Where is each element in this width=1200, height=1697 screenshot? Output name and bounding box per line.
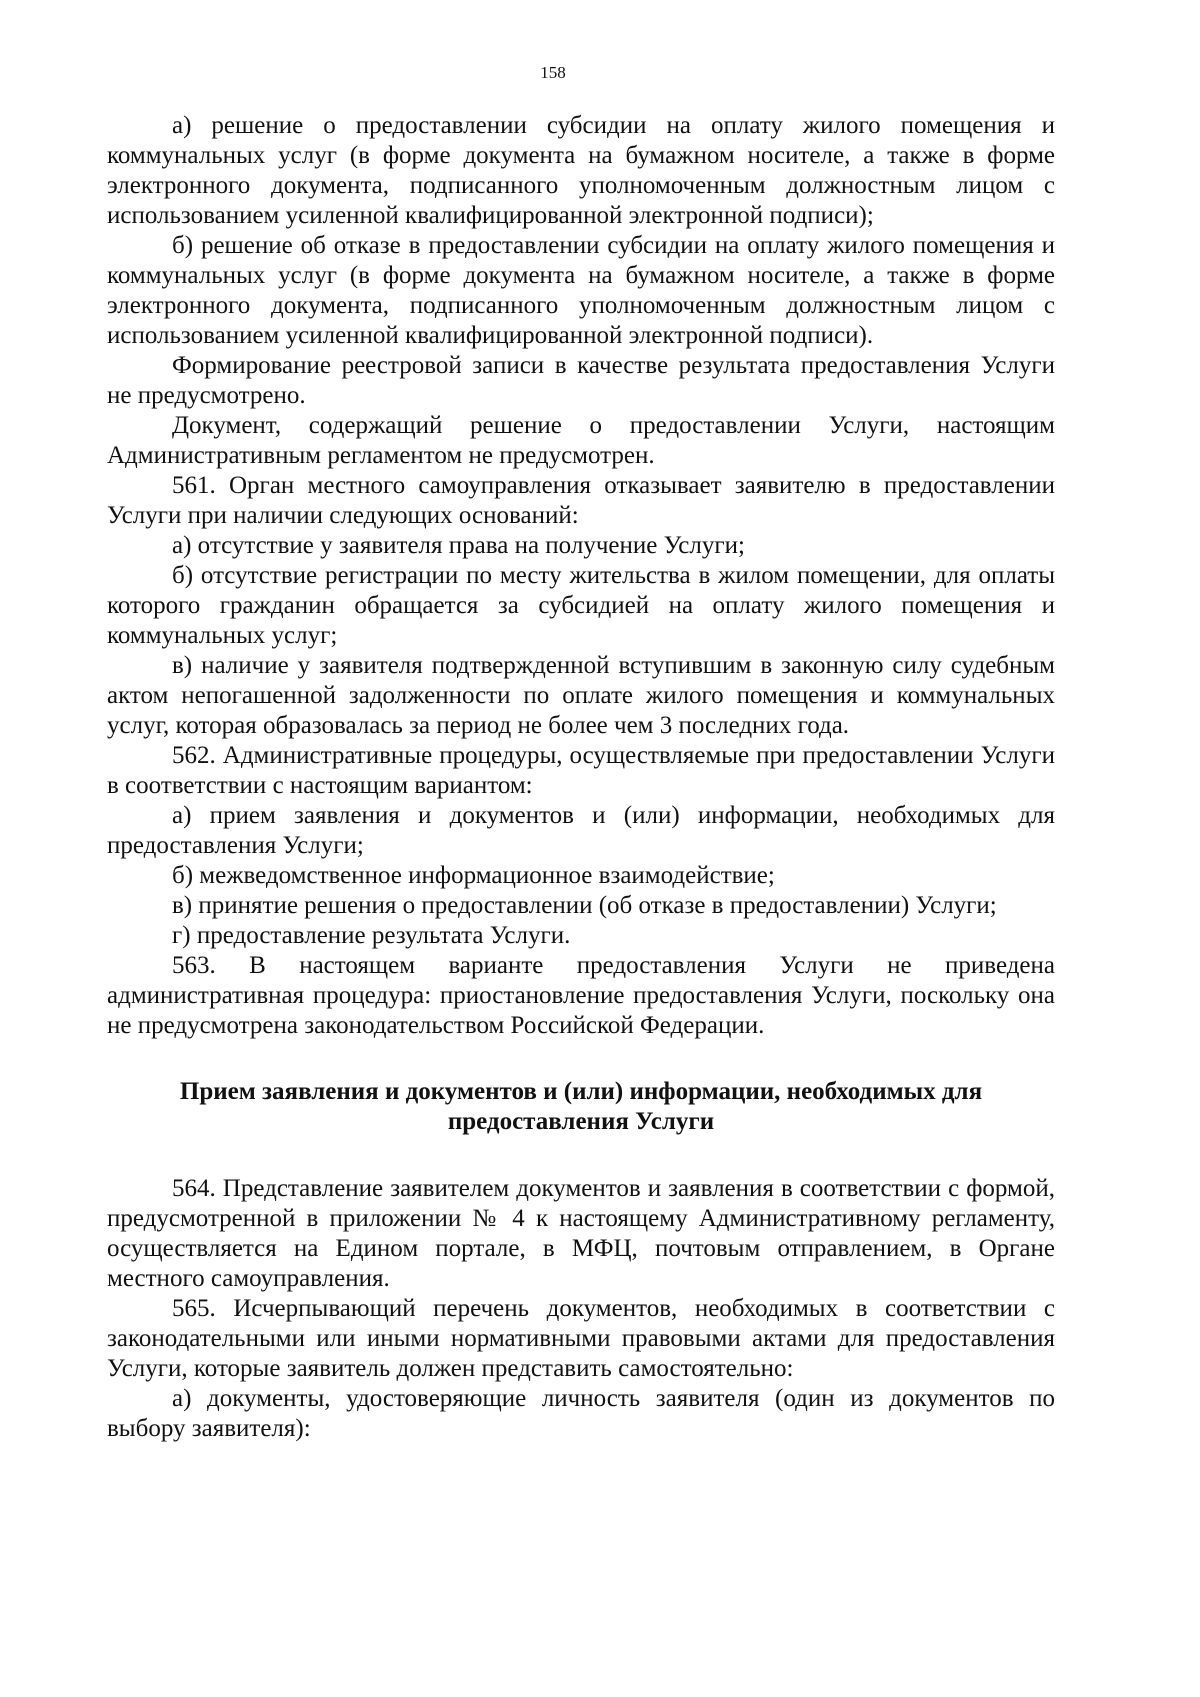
paragraph: а) решение о предоставлении субсидии на оплату жилого помещения и коммунальных услуг (в форме документа на бумажном носителе, а также в форме электронного документа, подписанного уполномоченным должностным лицом с использованием усиленной квалифицированной электронной подписи);	[107, 112, 1055, 229]
paragraph: 565. Исчерпывающий перечень документов, необходимых в соответствии с законодательными или иными нормативными правовыми актами для предоставления Услуги, которые заявитель должен представить самостоятельно:	[107, 1295, 1055, 1382]
paragraph: Формирование реестровой записи в качестве результата предоставления Услуги не предусмотрено.	[107, 352, 1055, 409]
paragraph: а) отсутствие у заявителя права на получение Услуги;	[172, 532, 745, 559]
paragraph: а) прием заявления и документов и (или) информации, необходимых для предоставления Услуги;	[107, 802, 1055, 859]
paragraph: б) отсутствие регистрации по месту жительства в жилом помещении, для оплаты которого гражданин обращается за субсидией на оплату жилого помещения и коммунальных услуг;	[107, 562, 1055, 649]
paragraph: в) наличие у заявителя подтвержденной вступившим в законную силу судебным актом непогашенной задолженности по оплате жилого помещения и коммунальных услуг, которая образовалась за период не более чем 3 последних года.	[107, 652, 1055, 739]
paragraph: 563. В настоящем варианте предоставления Услуги не приведена административная процедура: приостановление предоставления Услуги, поскольку она не предусмотрена законодательством Российской Федерации.	[107, 952, 1055, 1039]
paragraph: б) межведомственное информационное взаимодействие;	[172, 862, 775, 889]
paragraph: б) решение об отказе в предоставлении субсидии на оплату жилого помещения и коммунальных услуг (в форме документа на бумажном носителе, а также в форме электронного документа, подписанного уполномоченным должностным лицом с использованием усиленной квалифицированной электронной подписи).	[107, 232, 1055, 349]
paragraph: 562. Административные процедуры, осуществляемые при предоставлении Услуги в соответствии с настоящим вариантом:	[107, 742, 1055, 799]
paragraph: Документ, содержащий решение о предоставлении Услуги, настоящим Административным регламентом не предусмотрен.	[107, 412, 1055, 469]
section-heading: Прием заявления и документов и (или) информации, необходимых для предоставления Услуги	[179, 1078, 983, 1135]
page-number: 158	[540, 63, 566, 82]
paragraph: 564. Представление заявителем документов и заявления в соответствии с формой, предусмотренной в приложении № 4 к настоящему Административному регламенту, осуществляется на Едином портале, в МФЦ, почтовым отправлением, в Органе местного самоуправления.	[107, 1175, 1055, 1292]
paragraph: 561. Орган местного самоуправления отказывает заявителю в предоставлении Услуги при наличии следующих оснований:	[107, 472, 1055, 529]
document-body	[107, 111, 1055, 1444]
paragraph: в) принятие решения о предоставлении (об отказе в предоставлении) Услуги;	[172, 892, 997, 919]
paragraph: г) предоставление результата Услуги.	[172, 922, 571, 949]
paragraph: а) документы, удостоверяющие личность заявителя (один из документов по выбору заявителя):	[107, 1385, 1055, 1442]
